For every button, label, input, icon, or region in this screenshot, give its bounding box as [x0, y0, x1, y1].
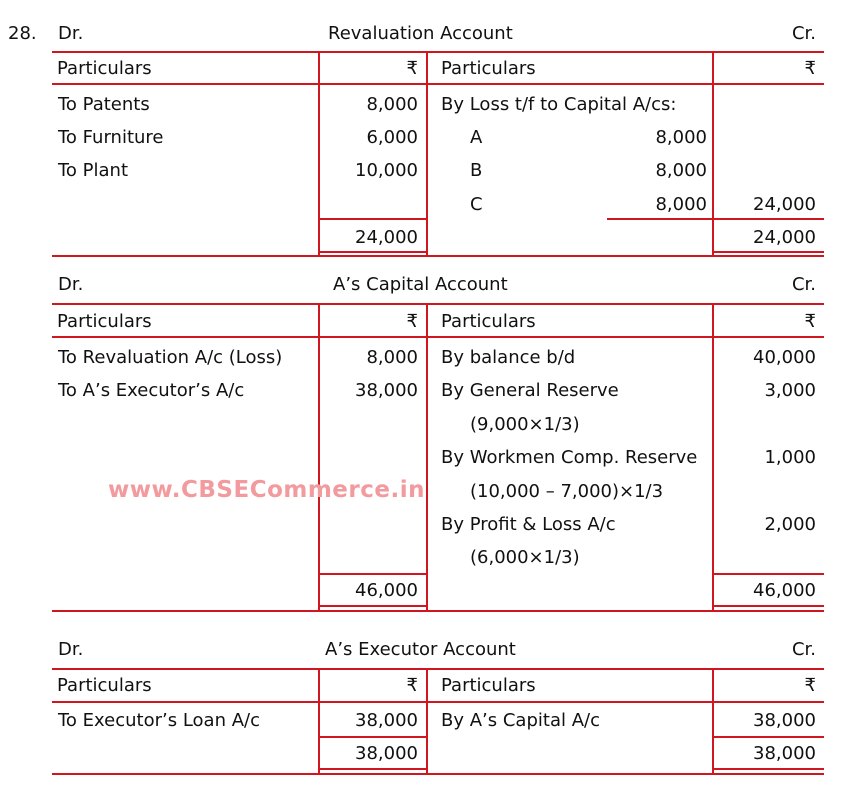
credit-entry: By Workmen Comp. Reserve — [441, 447, 698, 468]
subtotal-rule — [607, 218, 713, 220]
debit-amount: 6,000 — [366, 127, 418, 148]
dr-label: Dr. — [58, 274, 84, 295]
credit-total: 38,000 — [753, 743, 816, 764]
header-particulars: Particulars — [57, 58, 152, 79]
partner-amount: 8,000 — [655, 127, 707, 148]
credit-entry: By balance b/d — [441, 347, 576, 368]
credit-amount: 40,000 — [753, 347, 816, 368]
rule — [52, 610, 824, 612]
debit-entry: To Revaluation A/c (Loss) — [58, 347, 283, 368]
dr-label: Dr. — [58, 639, 84, 660]
header-particulars: Particulars — [441, 675, 536, 696]
double-rule — [318, 768, 428, 770]
credit-amount: 3,000 — [764, 380, 816, 401]
total-rule — [712, 218, 824, 220]
credit-entry: By General Reserve — [441, 380, 619, 401]
credit-entry: By A’s Capital A/c — [441, 710, 600, 731]
column-divider — [426, 51, 428, 257]
total-rule — [318, 736, 428, 738]
header-particulars: Particulars — [57, 675, 152, 696]
header-rupee: ₹ — [406, 58, 418, 79]
credit-working: (10,000 – 7,000)×1/3 — [470, 481, 664, 502]
column-divider — [426, 668, 428, 775]
credit-working: (9,000×1/3) — [470, 414, 580, 435]
rule — [52, 303, 824, 305]
debit-entry: To A’s Executor’s A/c — [58, 380, 245, 401]
total-rule — [712, 736, 824, 738]
debit-total: 38,000 — [355, 743, 418, 764]
debit-entry: To Executor’s Loan A/c — [58, 710, 260, 731]
credit-entry: By Profit & Loss A/c — [441, 514, 616, 535]
debit-amount: 8,000 — [366, 347, 418, 368]
debit-entry: To Plant — [58, 160, 129, 181]
header-rupee: ₹ — [406, 675, 418, 696]
debit-total: 46,000 — [355, 580, 418, 601]
partner-amount: 8,000 — [655, 194, 707, 215]
rule — [52, 668, 824, 670]
watermark: www.CBSECommerce.in — [108, 477, 425, 503]
header-particulars: Particulars — [441, 58, 536, 79]
partner-name: B — [470, 160, 483, 181]
debit-entry: To Patents — [58, 94, 150, 115]
partner-amount: 8,000 — [655, 160, 707, 181]
debit-amount: 10,000 — [355, 160, 418, 181]
debit-amount: 38,000 — [355, 380, 418, 401]
total-rule — [318, 573, 428, 575]
debit-amount: 38,000 — [355, 710, 418, 731]
cr-label: Cr. — [791, 639, 816, 660]
partner-name: C — [470, 194, 483, 215]
double-rule — [318, 251, 428, 253]
double-rule — [318, 605, 428, 607]
header-rupee: ₹ — [406, 311, 418, 332]
rule — [52, 83, 824, 85]
header-rupee: ₹ — [804, 675, 816, 696]
debit-entry: To Furniture — [58, 127, 164, 148]
cr-label: Cr. — [791, 23, 816, 44]
credit-total: 24,000 — [753, 227, 816, 248]
rule — [52, 51, 824, 53]
question-number: 28. — [8, 23, 37, 44]
credit-working: (6,000×1/3) — [470, 547, 580, 568]
account-title: Revaluation Account — [328, 23, 513, 44]
double-rule — [712, 605, 824, 607]
header-particulars: Particulars — [57, 311, 152, 332]
header-particulars: Particulars — [441, 311, 536, 332]
credit-amount: 2,000 — [764, 514, 816, 535]
credit-total: 46,000 — [753, 580, 816, 601]
partner-name: A — [470, 127, 483, 148]
credit-entry: By Loss t/f to Capital A/cs: — [441, 94, 677, 115]
credit-amount: 38,000 — [753, 710, 816, 731]
double-rule — [712, 768, 824, 770]
rule — [52, 336, 824, 338]
account-title: A’s Capital Account — [333, 274, 508, 295]
double-rule — [712, 251, 824, 253]
total-rule — [318, 218, 428, 220]
dr-label: Dr. — [58, 23, 84, 44]
rule — [52, 773, 824, 775]
credit-subtotal: 24,000 — [753, 194, 816, 215]
header-rupee: ₹ — [804, 58, 816, 79]
column-divider — [426, 303, 428, 612]
total-rule — [712, 573, 824, 575]
rule — [52, 701, 824, 703]
cr-label: Cr. — [791, 274, 816, 295]
header-rupee: ₹ — [804, 311, 816, 332]
credit-amount: 1,000 — [764, 447, 816, 468]
debit-total: 24,000 — [355, 227, 418, 248]
debit-amount: 8,000 — [366, 94, 418, 115]
account-title: A’s Executor Account — [325, 639, 516, 660]
rule — [52, 255, 824, 257]
